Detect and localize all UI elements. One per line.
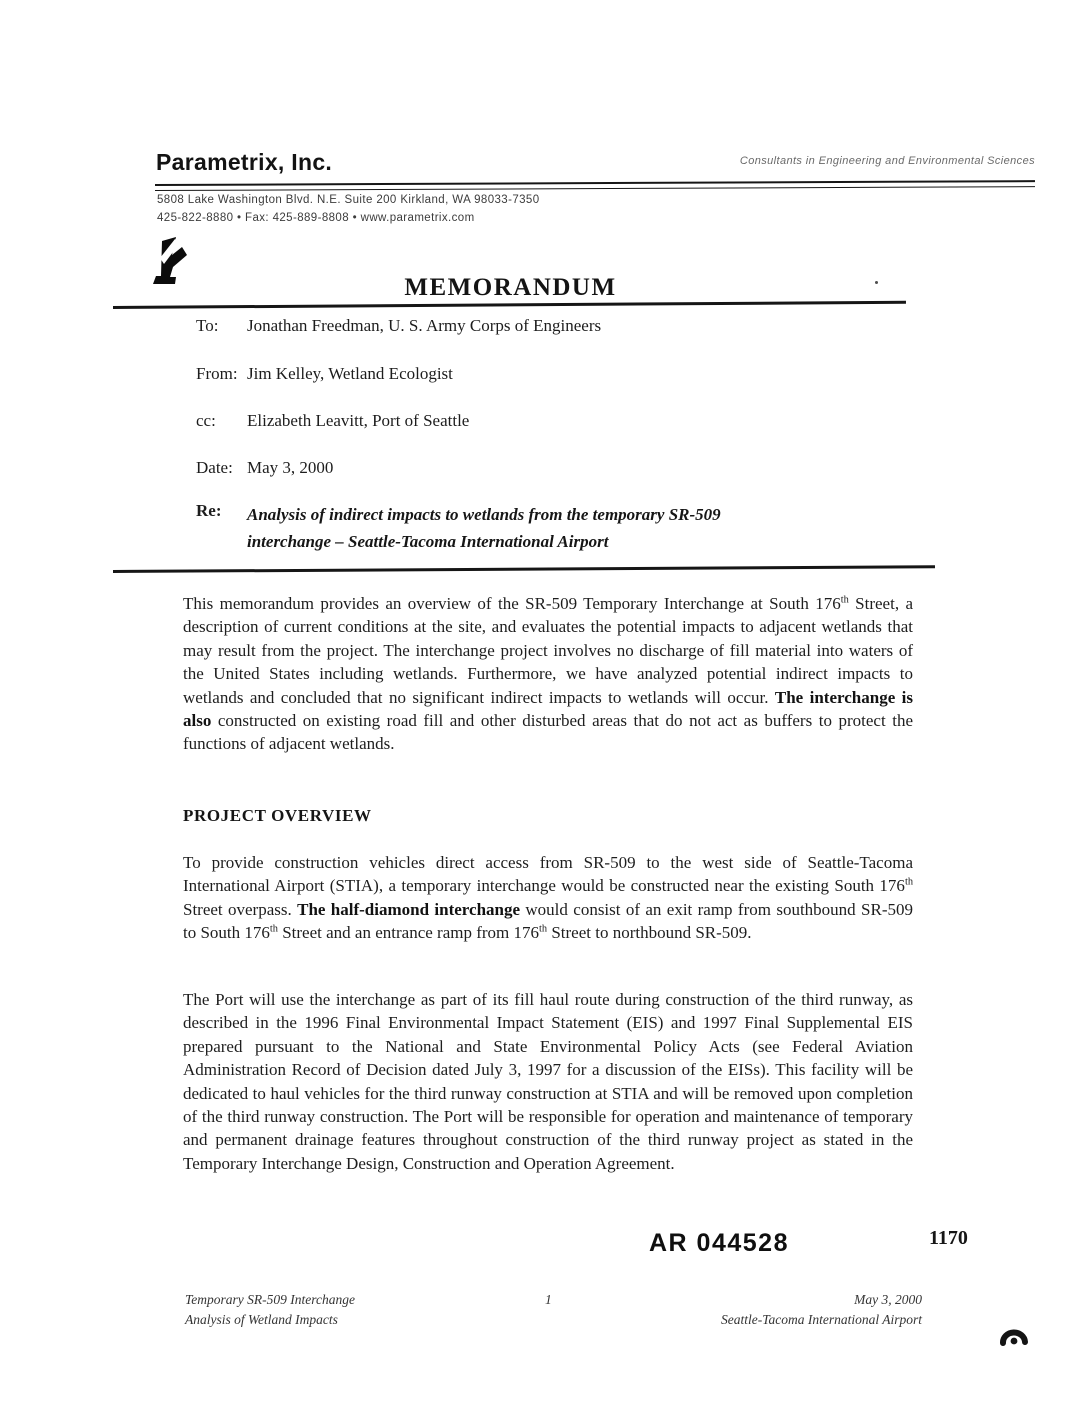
ar-number-stamp: AR 044528 — [649, 1229, 789, 1257]
company-tagline: Consultants in Engineering and Environmental Sciences — [739, 155, 1035, 167]
scan-speck — [875, 281, 878, 284]
date-value: May 3, 2000 — [247, 458, 334, 477]
arc-scan-mark-icon — [998, 1322, 1030, 1348]
re-subject — [247, 501, 867, 555]
from-label: From: — [196, 364, 238, 383]
re-subject-line1: Analysis of indirect impacts to wetlands from the temporary SR-509 — [247, 505, 721, 524]
to-label: To: — [196, 316, 219, 335]
paragraph-project-overview-1: To provide construction vehicles direct access from SR-509 to the west side of Seattle-Tacoma International Airport (STIA), a temporary interchange would be constructed near the existing South 176th Street overpass. The half-diamond interchange would consist of an exit ramp from southbound SR-509 to South 176th Street and an entrance ramp from 176th Street to northbound SR-509. — [183, 853, 913, 943]
footer-title-line2: Analysis of Wetland Impacts — [185, 1312, 338, 1327]
footer-page-number: 1 — [545, 1292, 552, 1307]
letterhead-rule-bottom — [155, 186, 1035, 191]
memo-title: MEMORANDUM — [404, 274, 617, 301]
from-value: Jim Kelley, Wetland Ecologist — [247, 364, 453, 383]
footer-title-line1: Temporary SR-509 Interchange — [185, 1292, 355, 1307]
footer-document-title — [185, 1290, 355, 1330]
footer-date-location — [721, 1290, 922, 1330]
letterhead-rule-top — [155, 180, 1035, 186]
company-contact: 425-822-8880 • Fax: 425-889-8808 • www.parametrix.com — [157, 212, 475, 224]
section-heading-project-overview: PROJECT OVERVIEW — [183, 806, 372, 825]
paragraph-introduction: This memorandum provides an overview of the SR-509 Temporary Interchange at South 176th Street, a description of current conditions at the site, and evaluates the potential impacts to adjacent wetlands that may result from the project. The interchange project involves no discharge of fill material into waters of the United States including wetlands. Furthermore, we have analyzed potential indirect impacts to wetlands and concluded that no significant indirect impacts to wetlands will occur. The interchange is also constructed on existing road fill and other disturbed areas that do not act as buffers to protect the functions of adjacent wetlands. — [183, 594, 914, 754]
cc-value: Elizabeth Leavitt, Port of Seattle — [247, 411, 470, 430]
company-address: 5808 Lake Washington Blvd. N.E. Suite 200 Kirkland, WA 98033-7350 — [157, 194, 540, 206]
re-label: Re: — [196, 501, 222, 520]
memo-header-rule — [113, 565, 935, 572]
company-name: Parametrix, Inc. — [156, 149, 333, 175]
footer-location: Seattle-Tacoma International Airport — [721, 1312, 922, 1327]
footer-date: May 3, 2000 — [854, 1292, 922, 1307]
re-subject-line2: interchange – Seattle-Tacoma International Airport — [247, 532, 609, 551]
page-number-stamp: 1170 — [929, 1227, 968, 1249]
cc-label: cc: — [196, 411, 216, 430]
to-value: Jonathan Freedman, U. S. Army Corps of Engineers — [247, 316, 602, 335]
date-label: Date: — [196, 458, 233, 477]
paragraph-project-overview-2: The Port will use the interchange as part of its fill haul route during construction of the third runway, as described in the 1996 Final Environmental Impact Statement (EIS) and 1997 Final Supplemental EIS prepared pursuant to the National and State Environmental Policy Acts (see Federal Aviation Administration Record of Decision dated July 3, 1997 for a discussion of the EISs). This facility will be dedicated to haul vehicles for the third runway construction at STIA and will be removed upon completion of the third runway construction. The Port will be responsible for operation and maintenance of temporary and permanent drainage features throughout construction of the third runway project as stated in the Temporary Interchange Design, Construction and Operation Agreement. — [183, 990, 913, 1173]
